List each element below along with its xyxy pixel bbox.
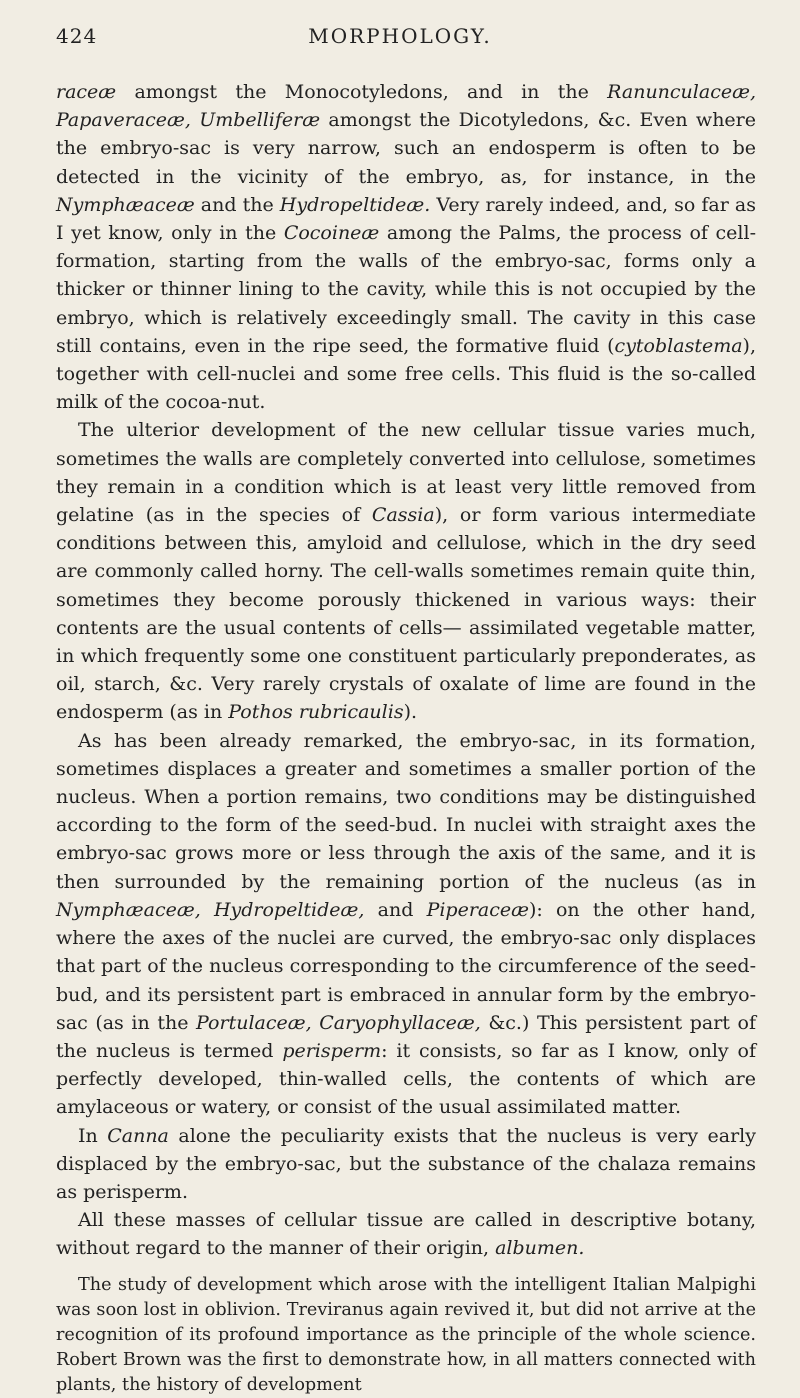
italic-run: raceæ xyxy=(56,81,117,103)
text-run: alone the peculiarity exists that the nucleus is very early displaced by the embryo-sac, but the substance of the chalaza remains as perisperm. xyxy=(56,1124,756,1203)
text-run: ): on the other hand, where the axes of the nuclei are curved, the embryo-sac only displaces that part of the nucleus corresponding to the circumference of the seed-bud, and its persistent part is embraced in annular form by the embryo-sac (as in the xyxy=(56,898,757,1034)
text-run: The ulterior development of the new cellular tissue varies much, sometimes the walls are completely converted into cellulose, sometimes they remain in a condition which is at least very little removed from gelatine (as in the species of xyxy=(56,419,756,527)
text-run: : it consists, so far as I know, only of perfectly developed, thin-walled cells, the contents of which are amylaceous or watery, or consist of the usual assimilated matter. xyxy=(56,1039,756,1119)
running-title: MORPHOLOGY. xyxy=(308,24,492,48)
italic-run: Cocoineæ xyxy=(283,222,380,245)
text-run: In xyxy=(78,1124,108,1147)
italic-run: Cassia xyxy=(371,504,435,527)
text-run: and the xyxy=(194,193,280,216)
text-run: ), together with cell-nuclei and some free cells. This fluid is the so-called milk of the cocoa-nut. xyxy=(56,334,756,414)
text-run: Very rarely indeed, and, so far as I yet know, only in the xyxy=(56,193,756,245)
text-run: All these masses of cellular tissue are called in descriptive botany, without regard to the manner of their origin, xyxy=(56,1209,756,1260)
italic-run: Portulaceæ, Caryophyllaceæ, xyxy=(196,1011,481,1034)
page-number: 424 xyxy=(56,24,98,48)
text-run: and xyxy=(364,898,427,921)
italic-run: perisperm xyxy=(282,1039,382,1062)
text-run: As has been already remarked, the embryo-sac, in its formation, sometimes displaces a greater and sometimes a smaller portion of the nucleus. When a portion remains, two conditions may be distinguished according to the form of the seed-bud. In nuclei with straight axes the embryo-sac grows more or less through the axis of the same, and it is then surrounded by the remaining portion of the nucleus (as in xyxy=(56,729,756,893)
italic-run: Nymphæaceæ, Hydropeltideæ, xyxy=(56,898,365,921)
italic-run: Piperaceæ xyxy=(426,898,529,921)
italic-run: Papaveraceæ, Umbelliferæ xyxy=(56,109,321,132)
small-print-paragraph xyxy=(56,1273,756,1398)
italic-run: Pothos rubricaulis xyxy=(228,701,404,724)
italic-run: Hydropeltideæ. xyxy=(279,193,431,216)
text-run: among the Palms, the process of cell-formation, starting from the walls of the embryo-sac, forms only a thicker or thinner lining to the cavity, while this is not occupied by the embryo, which is relatively exceedingly small. The cavity in this case still contains, even in the ripe seed, the formative fluid ( xyxy=(56,222,756,357)
paragraph xyxy=(56,1122,756,1207)
page-header xyxy=(34,22,766,52)
small-print-section xyxy=(56,1273,756,1398)
italic-run: albumen. xyxy=(495,1237,585,1260)
paragraph xyxy=(56,727,756,1122)
text-run: amongst the Dicotyledons, &c. Even where the embryo-sac is very narrow, such an endosperm is often to be detected in the vicinity of the embryo, as, for instance, in the xyxy=(56,109,757,188)
italic-run: cytoblastema xyxy=(614,334,743,357)
italic-run: Nymphæaceæ xyxy=(56,193,195,216)
paragraph xyxy=(56,78,756,416)
body-text xyxy=(56,78,756,1398)
text-run: ), or form various intermediate conditions between this, amyloid and cellulose, which in the dry seed are commonly called horny. The cell-walls sometimes remain quite thin, sometimes they become porously thickened in various ways: their contents are the usual contents of cells— assimilated vegetable matter, in which frequently some one constituent particularly preponderates, as oil, starch, &c. Very rarely crystals of oxalate of lime are found in the endosperm (as in xyxy=(56,504,756,724)
italic-run: Canna xyxy=(107,1124,169,1147)
text-run: amongst the Monocotyledons, and in the xyxy=(116,81,608,103)
italic-run: Ranunculaceæ, xyxy=(607,81,756,103)
text-run: The study of development which arose with the intelligent Italian Malpighi was soon lost in oblivion. Treviranus again revived it, but did not arrive at the recognition of its profound importance as the principle of the whole science. Robert Brown was the first to demonstrate how, in all matters connected with plants, the history of development xyxy=(56,1274,756,1395)
paragraph xyxy=(56,1206,756,1262)
text-run: &c.) This persistent part of the nucleus is termed xyxy=(56,1011,756,1062)
paragraph xyxy=(56,416,756,726)
text-run: ). xyxy=(403,701,418,724)
